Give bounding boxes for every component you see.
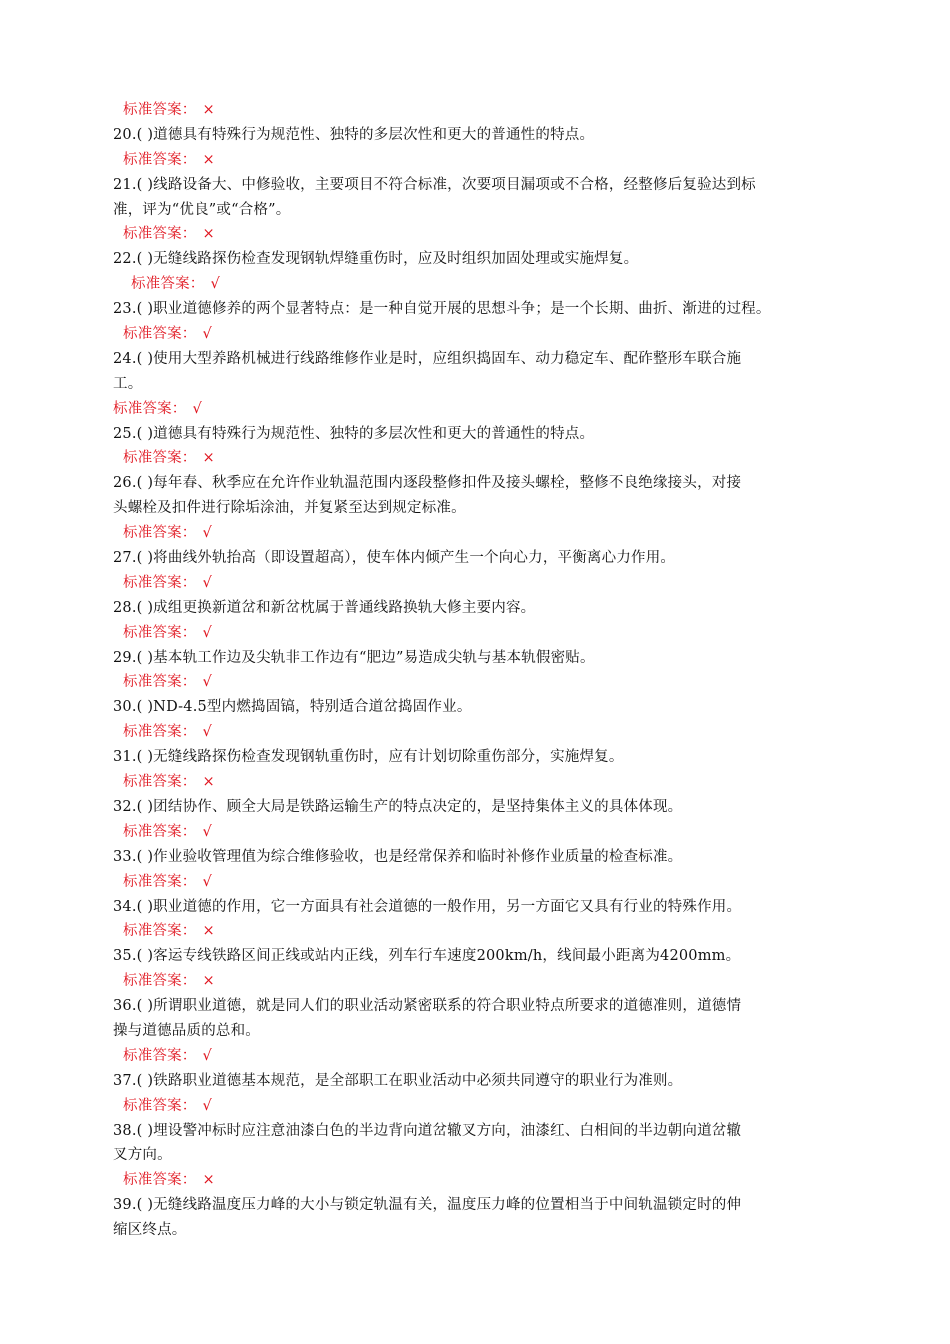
question-text: 30.( )ND-4.5型内燃捣固镐，特别适合道岔捣固作业。 [113,699,472,716]
answer-line [123,148,950,173]
correct-mark: √ [202,1047,212,1064]
correct-mark: √ [202,574,212,591]
exam-page [0,98,950,1243]
wrong-mark: × [202,923,215,940]
answer-line [123,98,950,123]
wrong-mark: × [202,1172,215,1189]
answer-line [123,1168,950,1193]
answer-line [123,446,950,471]
answer-line [123,322,950,347]
answer-line [123,621,950,646]
answer-line [123,820,950,845]
answer-label: 标准答案： [123,1097,197,1114]
question-text: 39.( )无缝线路温度压力峰的大小与锁定轨温有关，温度压力峰的位置相当于中间轨温锁定时的伸 [113,1197,742,1214]
question-text: 37.( )铁路职业道德基本规范，是全部职工在职业活动中必须共同遵守的职业行为准则。 [113,1072,683,1089]
correct-mark: √ [210,276,220,293]
question-text: 33.( )作业验收管理值为综合维修验收，也是经常保养和临时补修作业质量的检查标准。 [113,848,683,865]
question-text: 34.( )职业道德的作用，它一方面具有社会道德的一般作用，另一方面它又具有行业的特殊作用。 [113,898,742,915]
question-continuation: 缩区终点。 [113,1222,187,1239]
answer-label: 标准答案： [123,1172,197,1189]
question-text: 38.( )埋设警冲标时应注意油漆白色的半边背向道岔辙叉方向，油漆红、白相间的半边朝向道岔辙 [113,1122,742,1139]
question-text: 27.( )将曲线外轨抬高（即设置超高），使车体内倾产生一个向心力，平衡离心力作用。 [113,550,676,567]
answer-line [123,870,950,895]
correct-mark: √ [202,873,212,890]
wrong-mark: × [202,151,215,168]
wrong-mark: × [202,774,215,791]
question-text: 22.( )无缝线路探伤检查发现钢轨焊缝重伤时，应及时组织加固处理或实施焊复。 [113,251,639,268]
wrong-mark: × [202,102,215,118]
answer-line [123,521,950,546]
answer-line [131,272,950,297]
answer-label: 标准答案： [123,624,197,641]
answer-label: 标准答案： [123,574,197,591]
answer-line [123,969,950,994]
answer-line [113,397,950,422]
answer-label: 标准答案： [123,226,197,243]
answer-line [123,670,950,695]
answer-label: 标准答案： [123,151,197,168]
answer-label: 标准答案： [123,102,197,118]
answer-label: 标准答案： [131,276,205,293]
answer-label: 标准答案： [123,674,197,691]
answer-label: 标准答案： [123,923,197,940]
wrong-mark: × [202,973,215,990]
question-continuation: 操与道德品质的总和。 [113,1022,260,1039]
correct-mark: √ [202,674,212,691]
answer-label: 标准答案： [123,450,197,467]
wrong-mark: × [202,226,215,243]
question-text: 35.( )客运专线铁路区间正线或站内正线，列车行车速度200km/h，线间最小距离为4200mm。 [113,948,741,965]
question-continuation: 叉方向。 [113,1147,172,1164]
question-text: 23.( )职业道德修养的两个显著特点：是一种自觉开展的思想斗争；是一个长期、曲折、渐进的过程。 [113,301,771,318]
answer-line [123,770,950,795]
question-continuation: 准，评为“优良”或“合格”。 [113,201,291,218]
question-text: 32.( )团结协作、顾全大局是铁路运输生产的特点决定的，是坚持集体主义的具体体现。 [113,798,683,815]
question-text: 26.( )每年春、秋季应在允许作业轨温范围内逐段整修扣件及接头螺栓，整修不良绝缘接头，对接 [113,475,742,492]
answer-line [123,919,950,944]
question-text: 36.( )所谓职业道德，就是同人们的职业活动紧密联系的符合职业特点所要求的道德准则，道德情 [113,998,742,1015]
answer-line [123,1044,950,1069]
question-continuation: 工。 [113,375,143,392]
answer-label: 标准答案： [113,400,187,417]
answer-label: 标准答案： [123,724,197,741]
question-continuation: 头螺栓及扣件进行除垢涂油，并复紧至达到规定标准。 [113,500,466,517]
question-text: 28.( )成组更换新道岔和新岔枕属于普通线路换轨大修主要内容。 [113,599,536,616]
answer-label: 标准答案： [123,1047,197,1064]
answer-line [123,720,950,745]
answer-label: 标准答案： [123,873,197,890]
answer-label: 标准答案： [123,823,197,840]
question-text: 29.( )基本轨工作边及尖轨非工作边有“肥边”易造成尖轨与基本轨假密贴。 [113,649,595,666]
correct-mark: √ [202,326,212,343]
correct-mark: √ [202,724,212,741]
question-text: 20.( )道德具有特殊行为规范性、独特的多层次性和更大的普通性的特点。 [113,126,595,143]
answer-label: 标准答案： [123,525,197,542]
question-text: 31.( )无缝线路探伤检查发现钢轨重伤时，应有计划切除重伤部分，实施焊复。 [113,749,624,766]
answer-line [123,1094,950,1119]
correct-mark: √ [202,1097,212,1114]
answer-line [123,222,950,247]
wrong-mark: × [202,450,215,467]
answer-label: 标准答案： [123,774,197,791]
answer-line [123,571,950,596]
answer-label: 标准答案： [123,973,197,990]
answer-label: 标准答案： [123,326,197,343]
correct-mark: √ [202,525,212,542]
question-text: 21.( )线路设备大、中修验收，主要项目不符合标准，次要项目漏项或不合格，经整修后复验达到标 [113,176,756,193]
question-text: 24.( )使用大型养路机械进行线路维修作业是时，应组织捣固车、动力稳定车、配砟整形车联合施 [113,350,742,367]
correct-mark: √ [192,400,202,417]
correct-mark: √ [202,624,212,641]
question-text: 25.( )道德具有特殊行为规范性、独特的多层次性和更大的普通性的特点。 [113,425,595,442]
correct-mark: √ [202,823,212,840]
